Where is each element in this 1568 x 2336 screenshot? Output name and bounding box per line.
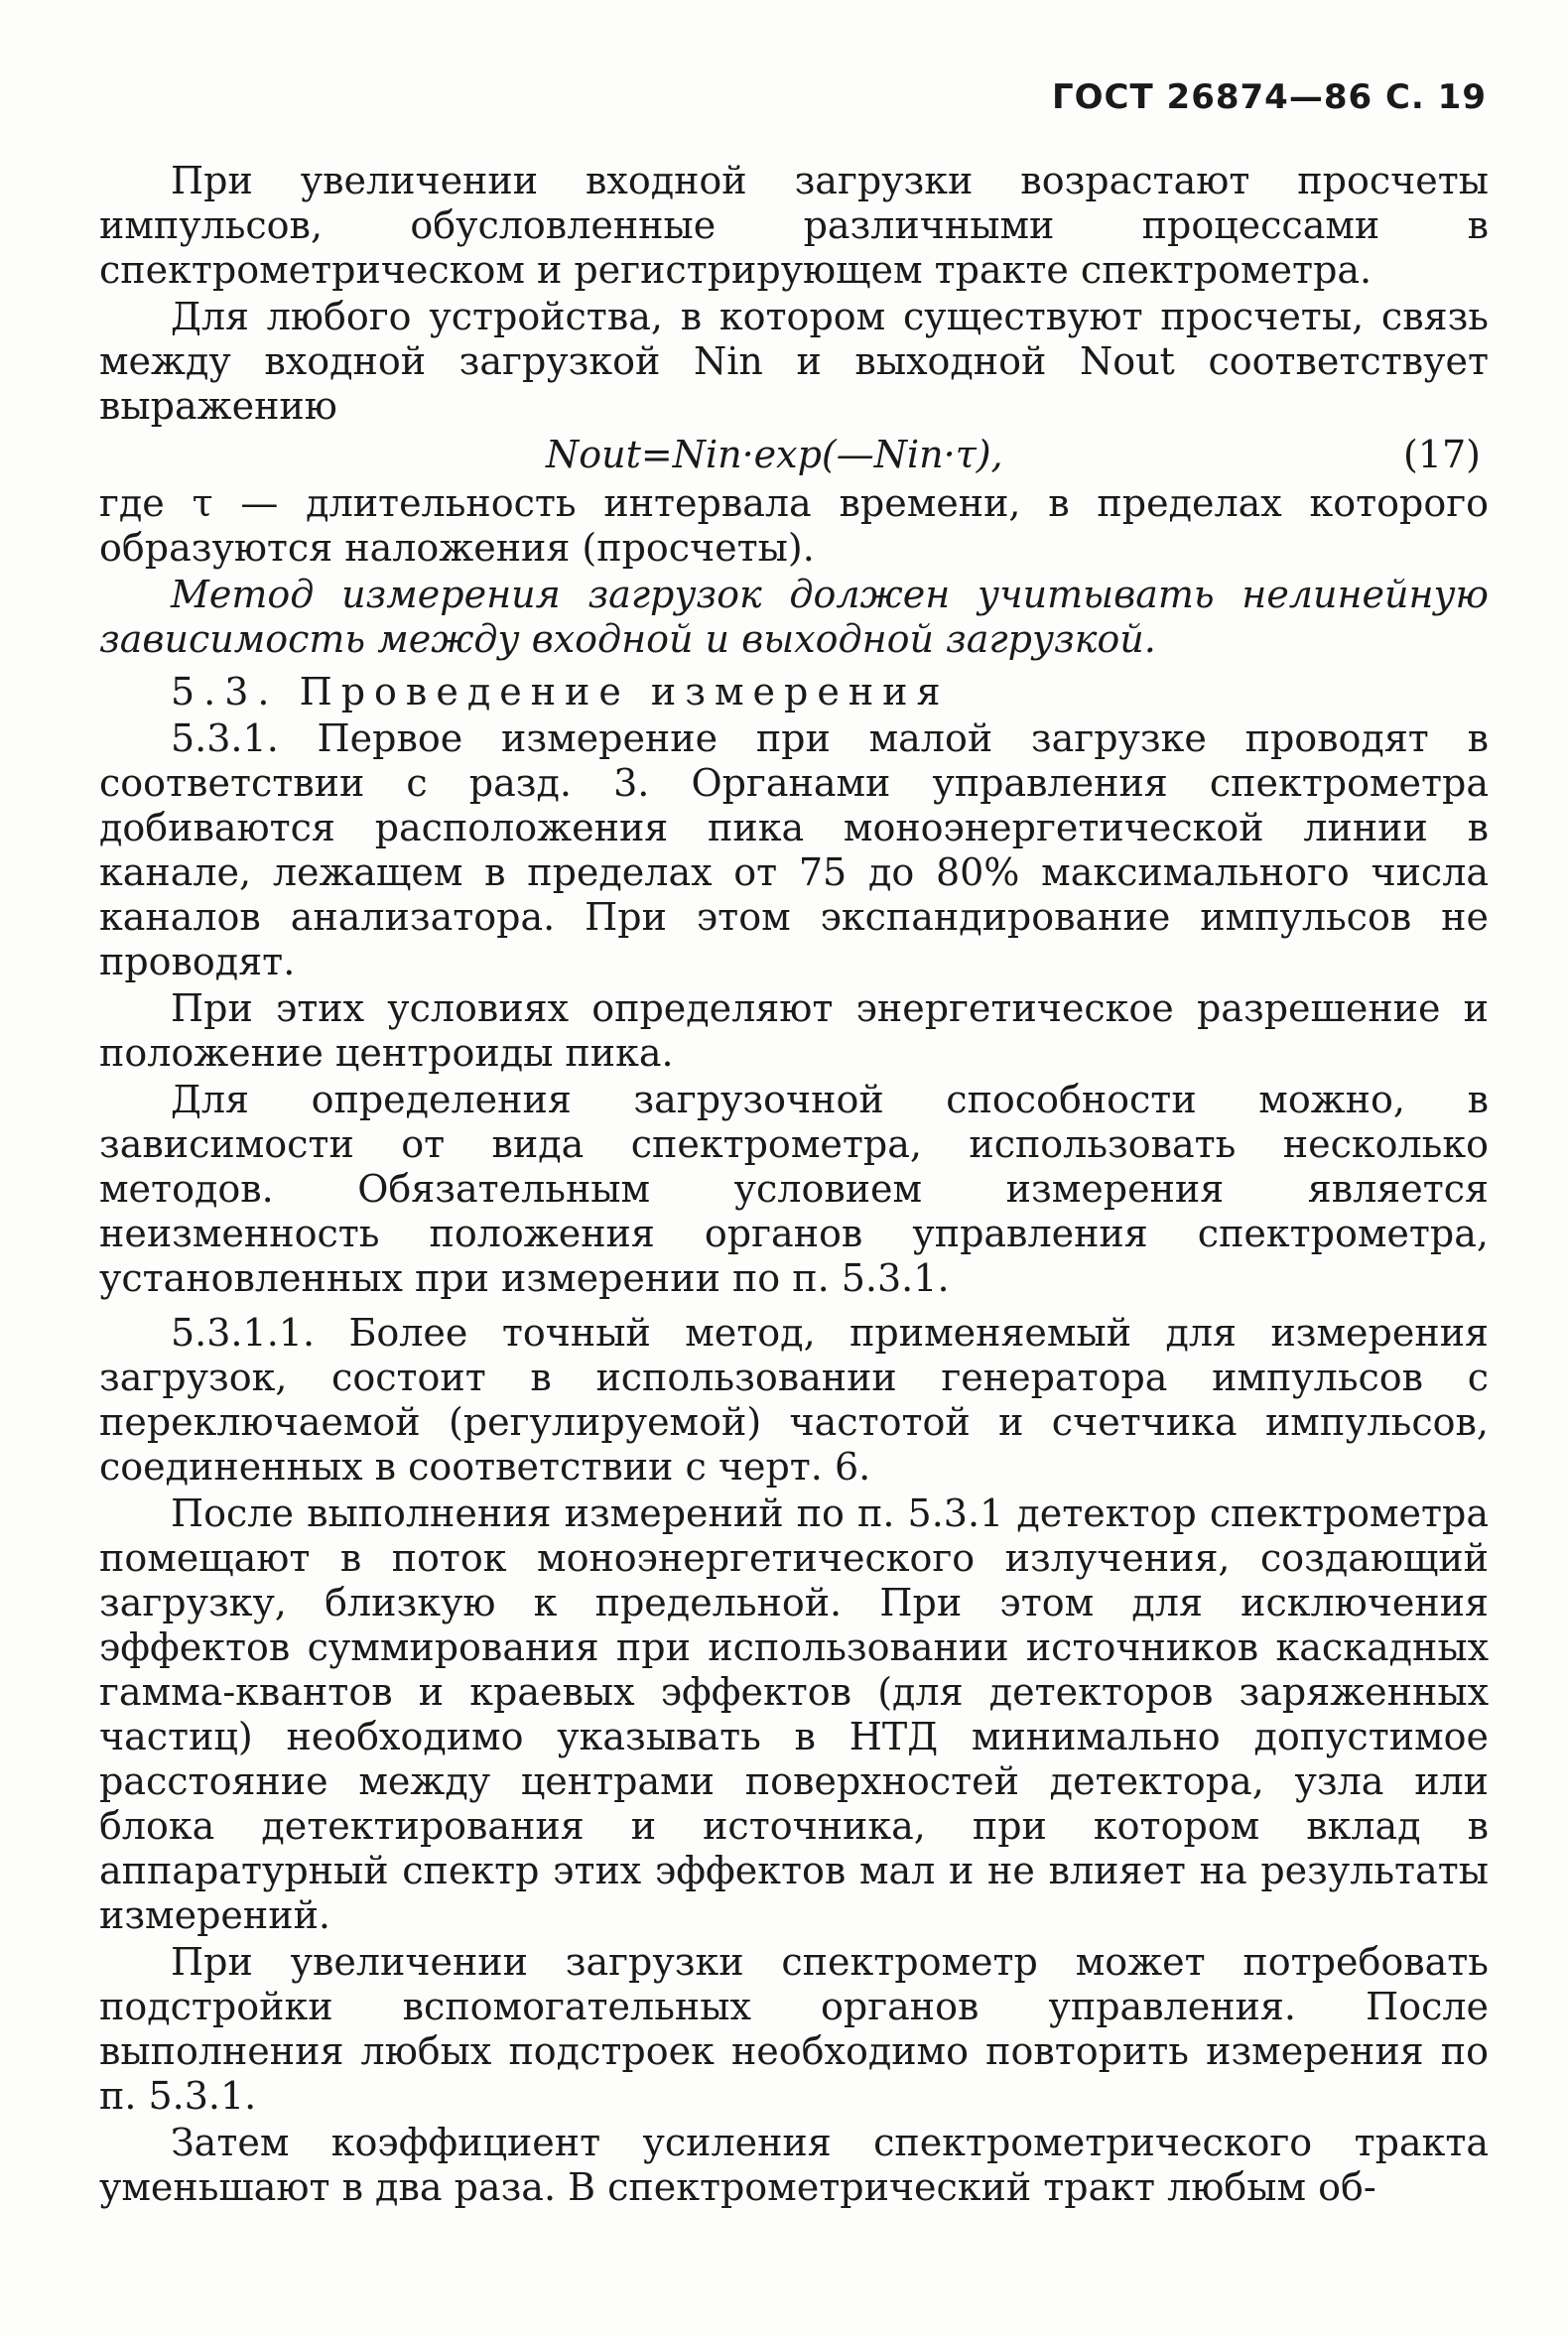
paragraph: Метод измерения загрузок должен учитывать нелинейную зависимость между входной и выходной загрузкой. xyxy=(99,573,1489,661)
paragraph: Затем коэффициент усиления спектрометрического тракта уменьшают в два раза. В спектрометрический тракт любым об- xyxy=(99,2121,1489,2209)
paragraph: 5.3.1.1. Более точный метод, применяемый для измерения загрузок, состоит в использовании генератора импульсов с переключаемой (регулируемой) частотой и счетчика импульсов, соединенных в соответствии с черт. 6. xyxy=(99,1311,1489,1489)
paragraph: Для определения загрузочной способности можно, в зависимости от вида спектрометра, использовать несколько методов. Обязательным условием измерения является неизменность положения органов управления спектрометра, установленных при измерении по п. 5.3.1. xyxy=(99,1078,1489,1300)
page-header: ГОСТ 26874—86 С. 19 xyxy=(1051,77,1487,117)
formula-expression: Nout=Nin·exp(—Nin·τ), xyxy=(546,433,1003,476)
paragraph: где τ — длительность интервала времени, в пределах которого образуются наложения (просчеты). xyxy=(99,481,1489,570)
paragraph: При этих условиях определяют энергетическое разрешение и положение центроиды пика. xyxy=(99,986,1489,1075)
paragraph: 5.3.1. Первое измерение при малой загрузке проводят в соответствии с разд. 3. Органами управления спектрометра добиваются расположения пика моноэнергетической линии в канале, лежащем в пределах от 75 до 80% максимального числа каналов анализатора. При этом экспандирование импульсов не проводят. xyxy=(99,716,1489,983)
paragraph: После выполнения измерений по п. 5.3.1 детектор спектрометра помещают в поток моноэнергетического излучения, создающий загрузку, близкую к предельной. При этом для исключения эффектов суммирования при использовании источников каскадных гамма-квантов и краевых эффектов (для детекторов заряженных частиц) необходимо указывать в НТД минимально допустимое расстояние между центрами поверхностей детектора, узла или блока детектирования и источника, при котором вклад в аппаратурный спектр этих эффектов мал и не влияет на результаты измерений. xyxy=(99,1492,1489,1937)
paragraph: Для любого устройства, в котором существуют просчеты, связь между входной загрузкой Nin и выходной Nout соответствует выражению xyxy=(99,295,1489,428)
formula-number: (17) xyxy=(1402,433,1481,476)
document-body xyxy=(99,159,1489,2212)
paragraph: При увеличении загрузки спектрометр может потребовать подстройки вспомогательных органов управления. После выполнения любых подстроек необходимо повторить измерения по п. 5.3.1. xyxy=(99,1940,1489,2118)
section-heading: 5.3. Проведение измерения xyxy=(171,670,950,714)
paragraph: При увеличении входной загрузки возрастают просчеты импульсов, обусловленные различными процессами в спектрометрическом и регистрирующем тракте спектрометра. xyxy=(99,159,1489,292)
formula xyxy=(99,433,1489,477)
